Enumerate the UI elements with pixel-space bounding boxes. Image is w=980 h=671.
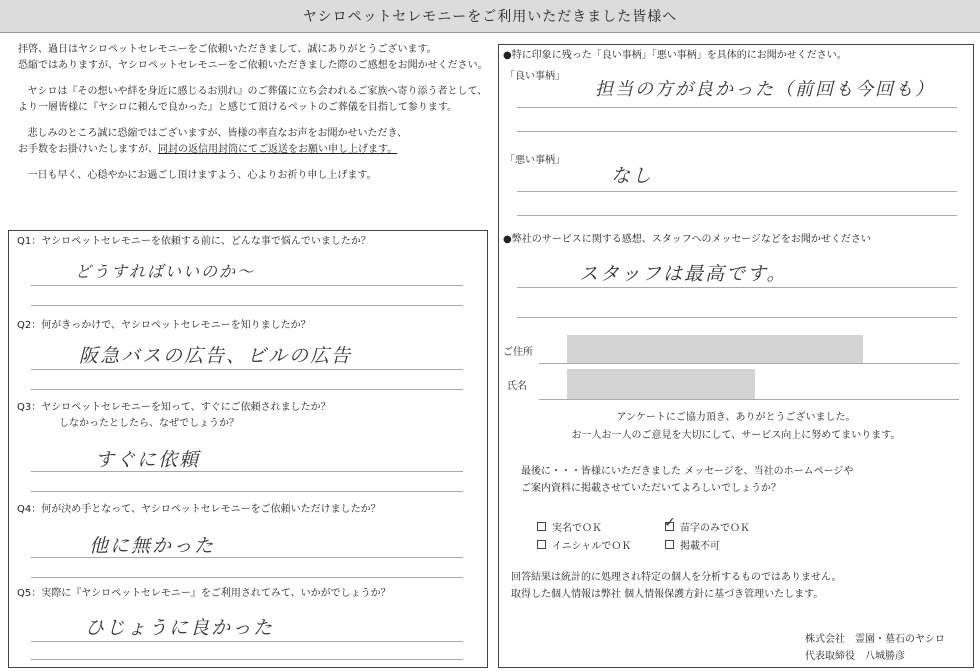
thanks-line: アンケートにご協力頂き、ありがとうございました。 bbox=[616, 412, 856, 423]
intro-line: ヤシロは『その想いや絆を身近に感じるお別れ』のご葬儀に立ち会われるご家族へ寄り添う者として、 bbox=[27, 86, 488, 97]
option-initials[interactable] bbox=[537, 537, 631, 552]
intro-line: 恐縮ではありますが、ヤシロペットセレモニーをご依頼いただきました際のご感想をお聞かせください。 bbox=[18, 60, 488, 71]
answer-line bbox=[31, 557, 463, 558]
answer-3: すぐに依頼 bbox=[95, 449, 201, 471]
checkbox[interactable] bbox=[537, 540, 546, 549]
answer-line bbox=[517, 107, 957, 108]
message-answer: スタッフは最高です。 bbox=[579, 263, 788, 285]
answer-line bbox=[517, 215, 957, 216]
option-label: 苗字のみでＯＫ bbox=[680, 523, 750, 534]
option-real-name[interactable] bbox=[537, 519, 602, 534]
intro-line: 拝啓、過日はヤシロペットセレモニーをご依頼いただきまして、誠にありがとうございます。 bbox=[18, 44, 437, 55]
return-envelope-note: 同封の返信用封筒にてご返送をお願い申し上げます。 bbox=[158, 144, 398, 155]
company-name: 株式会社 霊園・墓石のヤシロ bbox=[805, 634, 945, 645]
option-label: 実名でＯＫ bbox=[552, 523, 602, 534]
question-3-sub: しなかったとしたら、なぜでしょうか？ bbox=[59, 418, 239, 429]
thanks-text bbox=[499, 409, 973, 445]
answer-line bbox=[31, 389, 463, 390]
option-label: イニシャルでＯＫ bbox=[552, 541, 632, 552]
answer-line bbox=[31, 491, 463, 492]
privacy-line: 回答結果は統計的に処理され特定の個人を分析するものではありません。 bbox=[511, 572, 842, 583]
publish-question bbox=[521, 463, 853, 497]
name-redacted bbox=[567, 369, 755, 399]
answer-line bbox=[517, 131, 957, 132]
checkbox-checked[interactable] bbox=[664, 515, 676, 531]
answer-line bbox=[517, 287, 957, 288]
question-1: Q1：ヤシロペットセレモニーを依頼する前に、どんな事で悩んでいましたか？ bbox=[17, 236, 371, 247]
thanks-line: お一人お一人のご意見を大切にして、サービス向上に努めてまいります。 bbox=[571, 430, 901, 441]
name-label: 氏名 bbox=[507, 381, 527, 392]
answer-2: 阪急バスの広告、ビルの広告 bbox=[79, 345, 353, 367]
question-5: Q5：実際に『ヤシロペットセレモニー』をご利用されてみて、いかがでしょうか？ bbox=[17, 588, 391, 599]
address-redacted bbox=[567, 335, 863, 363]
answer-line bbox=[31, 305, 463, 306]
answer-line bbox=[31, 471, 463, 472]
checkbox[interactable] bbox=[665, 540, 674, 549]
option-label: 掲載不可 bbox=[680, 541, 720, 552]
address-label: ご住所 bbox=[503, 347, 533, 358]
form-title: ヤシロペットセレモニーをご利用いただきました皆様へ bbox=[0, 0, 980, 33]
name-line bbox=[539, 399, 959, 400]
intro-line: より一層皆様に『ヤシロに頼んで良かった』と感じて頂けるペットのご葬儀を目指して参ります。 bbox=[18, 102, 458, 113]
impression-question: ●特に印象に残った「良い事柄」「悪い事柄」を具体的にお聞かせください。 bbox=[503, 50, 847, 61]
answer-line bbox=[517, 317, 957, 318]
address-line bbox=[539, 363, 959, 364]
answer-line bbox=[31, 659, 463, 660]
check-mark-icon: ✓ bbox=[664, 515, 676, 531]
company-signature bbox=[805, 631, 945, 665]
feedback-panel bbox=[498, 44, 974, 668]
answer-line bbox=[31, 369, 463, 370]
bad-answer: なし bbox=[611, 165, 654, 187]
intro-line: 一日も早く、心穏やかにお過ごし頂けますよう、心よりお祈り申し上げます。 bbox=[27, 170, 377, 181]
option-surname-only[interactable] bbox=[664, 515, 750, 534]
answer-line bbox=[31, 641, 463, 642]
question-3: Q3：ヤシロペットセレモニーを知って、すぐにご依頼されましたか？ bbox=[17, 402, 331, 413]
bad-label: 「悪い事柄」 bbox=[505, 155, 565, 166]
publish-line: 最後に・・・皆様にいただきました メッセージを、当社のホームページや bbox=[521, 466, 854, 477]
message-question: ●弊社のサービスに関する感想、スタッフへのメッセージなどをお聞かせください bbox=[503, 234, 871, 245]
publish-line: ご案内資料に掲載させていただいてよろしいでしょうか？ bbox=[521, 483, 781, 494]
question-4: Q4：何が決め手となって、ヤシロペットセレモニーをご依頼いただけましたか？ bbox=[17, 504, 381, 515]
representative-name: 代表取締役 八城勝彦 bbox=[805, 651, 905, 662]
question-2: Q2：何がきっかけで、ヤシロペットセレモニーを知りましたか？ bbox=[17, 320, 311, 331]
good-answer: 担当の方が良かった（前回も今回も） bbox=[595, 79, 935, 100]
checkbox[interactable] bbox=[537, 522, 546, 531]
questions-panel bbox=[8, 230, 488, 668]
answer-line bbox=[517, 191, 957, 192]
answer-line bbox=[31, 577, 463, 578]
answer-1: どうすればいいのか～ bbox=[75, 262, 256, 281]
intro-line: 悲しみのところ誠に恐縮ではございますが、皆様の率直なお声をお聞かせいただき、 bbox=[27, 128, 408, 139]
answer-line bbox=[31, 285, 463, 286]
intro-text bbox=[18, 42, 488, 194]
privacy-note bbox=[511, 569, 842, 603]
answer-4: 他に無かった bbox=[89, 535, 216, 557]
answer-5: ひじょうに良かった bbox=[85, 617, 275, 639]
good-label: 「良い事柄」 bbox=[505, 71, 565, 82]
option-no-publish[interactable] bbox=[665, 537, 720, 552]
privacy-line: 取得した個人情報は弊社 個人情報保護方針に基づき管理いたします。 bbox=[511, 589, 824, 600]
intro-line: お手数をお掛けいたしますが、 bbox=[18, 144, 158, 155]
